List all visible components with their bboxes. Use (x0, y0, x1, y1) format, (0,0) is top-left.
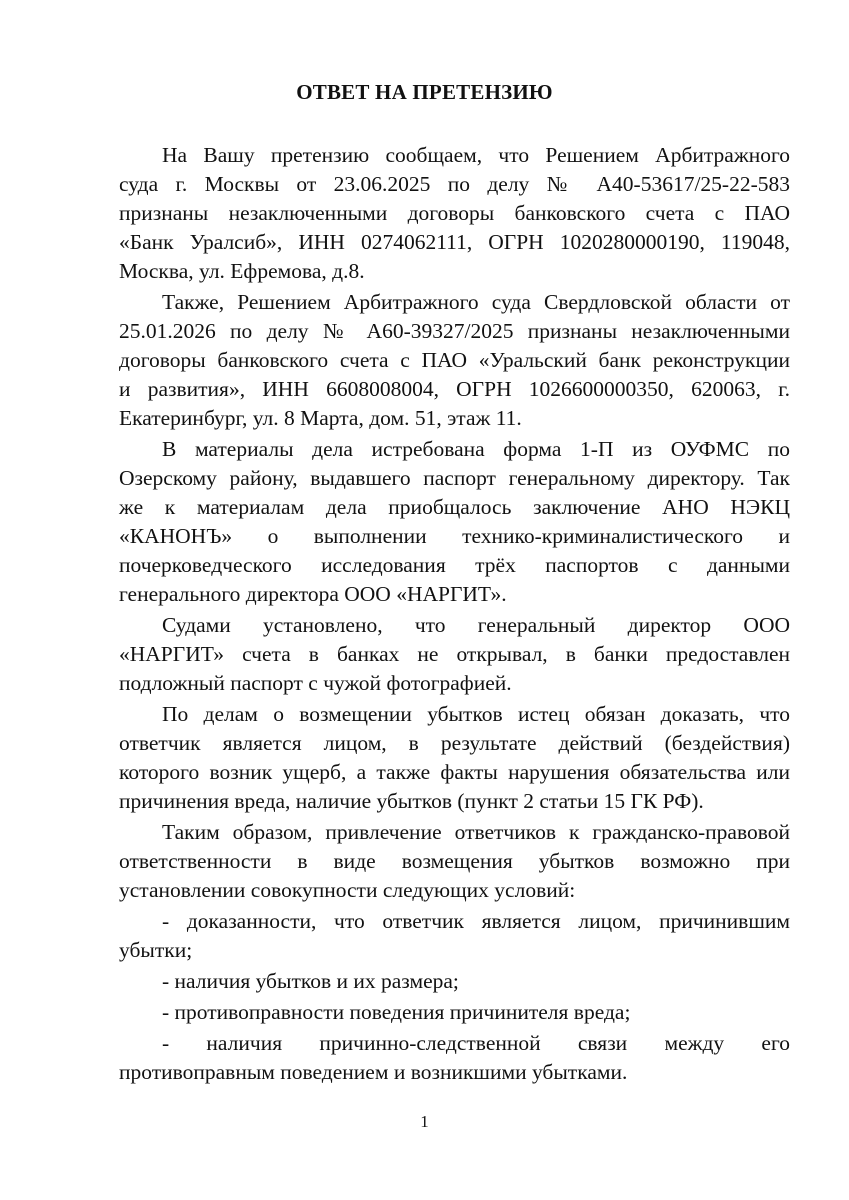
text-line: На Вашу претензию сообщаем, что Решением Арбитражного (162, 143, 790, 167)
text-line: - доказанности, что ответчик является лицом, причинившим (162, 909, 790, 933)
text-line: почерковедческого исследования трёх паспортов с данными (119, 553, 790, 577)
text-line: «НАРГИТ» счета в банках не открывал, в банки предоставлен (119, 642, 790, 666)
text-line: Москва, ул. Ефремова, д.8. (119, 259, 365, 283)
text-line: - противоправности поведения причинителя вреда; (162, 1000, 631, 1024)
text-line: договоры банковского счета с ПАО «Уральский банк реконструкции (119, 348, 790, 372)
paragraph (119, 611, 790, 698)
text-line: признаны незаключенными договоры банковского счета с ПАО (119, 201, 790, 225)
text-line: Таким образом, привлечение ответчиков к гражданско-правовой (162, 820, 790, 844)
text-line: Также, Решением Арбитражного суда Свердловской области от (162, 290, 790, 314)
text-line: По делам о возмещении убытков истец обязан доказать, что (162, 702, 790, 726)
paragraph (119, 700, 790, 816)
paragraph (119, 1029, 790, 1087)
paragraph (119, 141, 790, 286)
text-line: Екатеринбург, ул. 8 Марта, дом. 51, этаж 11. (119, 406, 522, 430)
text-line: подложный паспорт с чужой фотографией. (119, 671, 512, 695)
text-line: Озерскому району, выдавшего паспорт генеральному директору. Так (119, 466, 790, 490)
text-line: причинения вреда, наличие убытков (пункт 2 статьи 15 ГК РФ). (119, 789, 704, 813)
text-line: генерального директора ООО «НАРГИТ». (119, 582, 507, 606)
text-line: установлении совокупности следующих условий: (119, 878, 576, 902)
text-line: которого возник ущерб, а также факты нарушения обязательства или (119, 760, 790, 784)
paragraph (119, 288, 790, 433)
paragraph (119, 907, 790, 965)
text-line: же к материалам дела приобщалось заключение АНО НЭКЦ (119, 495, 790, 519)
text-line: Судами установлено, что генеральный директор ООО (162, 613, 790, 637)
document-body (119, 141, 790, 1089)
text-line: «Банк Уралсиб», ИНН 0274062111, ОГРН 1020280000190, 119048, (119, 230, 790, 254)
paragraph (119, 435, 790, 609)
text-line: противоправным поведением и возникшими убытками. (119, 1060, 628, 1084)
paragraph (119, 998, 790, 1027)
paragraph (119, 967, 790, 996)
text-line: «КАНОНЪ» о выполнении технико-криминалистического и (119, 524, 790, 548)
page-number: 1 (420, 1112, 429, 1131)
text-line: 25.01.2026 по делу № А60-39327/2025 признаны незаключенными (119, 319, 790, 343)
text-line: и развития», ИНН 6608008004, ОГРН 1026600000350, 620063, г. (119, 377, 790, 401)
paragraph (119, 818, 790, 905)
document-title: ОТВЕТ НА ПРЕТЕНЗИЮ (296, 80, 553, 104)
text-line: - наличия причинно-следственной связи между его (162, 1031, 790, 1055)
text-line: убытки; (119, 938, 193, 962)
text-line: - наличия убытков и их размера; (162, 969, 459, 993)
text-line: ответчик является лицом, в результате действий (бездействия) (119, 731, 790, 755)
text-line: суда г. Москвы от 23.06.2025 по делу № А40-53617/25-22-583 (119, 172, 790, 196)
text-line: ответственности в виде возмещения убытков возможно при (119, 849, 790, 873)
text-line: В материалы дела истребована форма 1-П из ОУФМС по (162, 437, 790, 461)
